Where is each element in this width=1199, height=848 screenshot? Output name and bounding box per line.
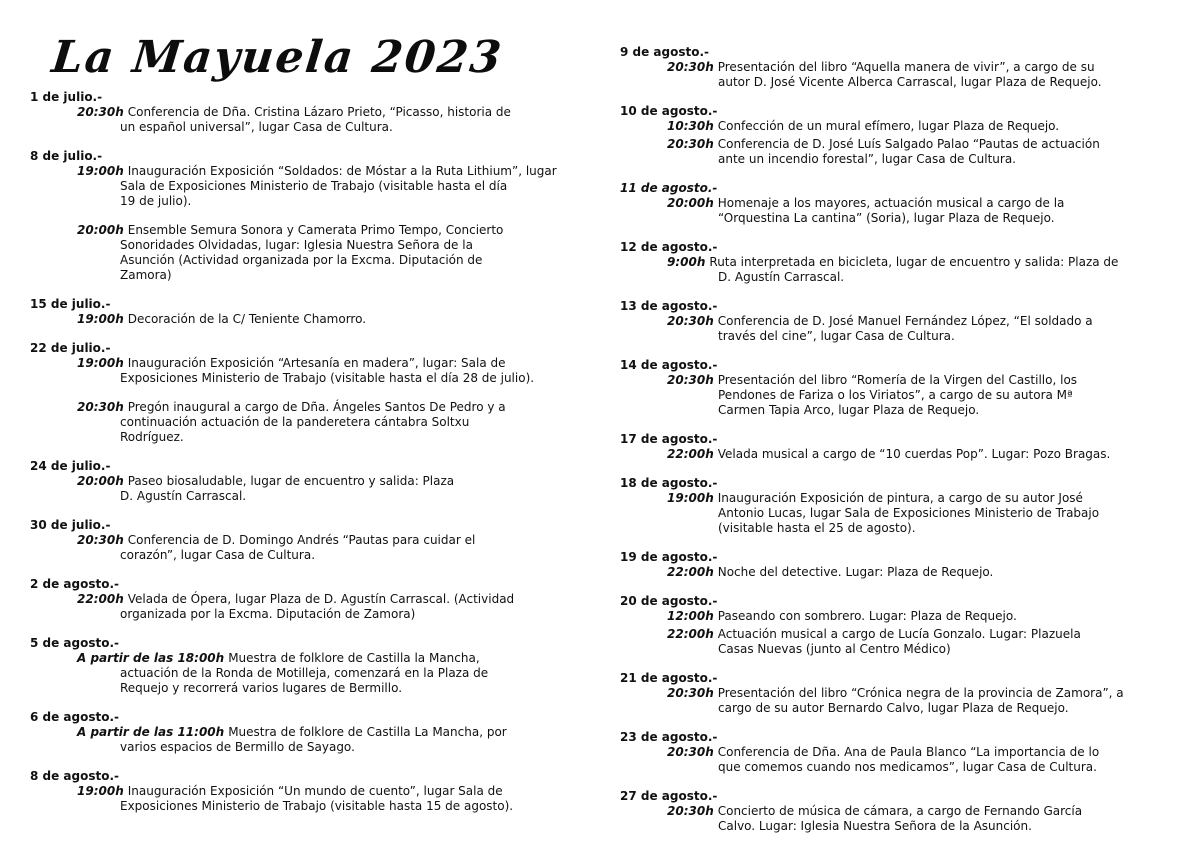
- event-text-line: (visitable hasta el 25 de agosto).: [718, 521, 916, 535]
- event-time: 20:30h: [77, 400, 124, 414]
- event-text-line: Antonio Lucas, lugar Sala de Exposiciones Ministerio de Trabajo: [718, 506, 1100, 520]
- event-text-line: D. Agustín Carrascal.: [120, 489, 247, 503]
- event-time: 22:00h: [667, 447, 714, 461]
- event-text-line: Paseo biosaludable, lugar de encuentro y salida: Plaza: [127, 474, 455, 488]
- event-time: 22:00h: [77, 592, 124, 606]
- day-date: 13 de agosto.-: [620, 299, 718, 313]
- day-date: 27 de agosto.-: [620, 789, 718, 803]
- event-text-line: 19 de julio).: [120, 194, 192, 208]
- day-date: 20 de agosto.-: [620, 594, 718, 608]
- event-time: 22:00h: [667, 627, 714, 641]
- event-time: 20:30h: [667, 686, 714, 700]
- event-text-line: Conferencia de Dña. Cristina Lázaro Prieto, “Picasso, historia de: [127, 105, 511, 119]
- event-text-line: Inauguración Exposición “Artesanía en madera”, lugar: Sala de: [127, 356, 506, 370]
- event-time: 20:00h: [77, 474, 124, 488]
- event-text-line: Homenaje a los mayores, actuación musical a cargo de la: [717, 196, 1065, 210]
- event-text-line: Inauguración Exposición de pintura, a cargo de su autor José: [717, 491, 1083, 505]
- event-time: 9:00h: [667, 255, 706, 269]
- event-text-line: varios espacios de Bermillo de Sayago.: [120, 740, 355, 754]
- day-date: 5 de agosto.-: [30, 636, 120, 650]
- day-date: 11 de agosto.-: [620, 181, 718, 195]
- event-time: 20:30h: [667, 60, 714, 74]
- day-date: 21 de agosto.-: [620, 671, 718, 685]
- event-text-line: Requejo y recorrerá varios lugares de Bermillo.: [120, 681, 403, 695]
- day-date: 23 de agosto.-: [620, 730, 718, 744]
- day-date: 24 de julio.-: [30, 459, 111, 473]
- event-text-line: Calvo. Lugar: Iglesia Nuestra Señora de la Asunción.: [718, 819, 1032, 833]
- event-text-line: Pendones de Fariza o los Viriatos”, a cargo de su autora Mª: [718, 388, 1073, 402]
- day-date: 17 de agosto.-: [620, 432, 718, 446]
- event-time: 20:30h: [667, 314, 714, 328]
- event-time: A partir de las 11:00h: [77, 725, 225, 739]
- event-text-line: través del cine”, lugar Casa de Cultura.: [718, 329, 955, 343]
- event-text-line: cargo de su autor Bernardo Calvo, lugar Plaza de Requejo.: [718, 701, 1069, 715]
- event-text-line: Zamora): [120, 268, 172, 282]
- event-time: 10:30h: [667, 119, 714, 133]
- event-text-line: Velada de Ópera, lugar Plaza de D. Agustín Carrascal. (Actividad: [127, 592, 515, 606]
- event-time: 19:00h: [667, 491, 714, 505]
- event-time: 19:00h: [77, 164, 124, 178]
- event-text-line: autor D. José Vicente Alberca Carrascal, lugar Plaza de Requejo.: [718, 75, 1102, 89]
- event-text-line: organizada por la Excma. Diputación de Zamora): [120, 607, 416, 621]
- page-title: La Mayuela 2023: [49, 32, 506, 83]
- event-text-line: Ruta interpretada en bicicleta, lugar de encuentro y salida: Plaza de: [709, 255, 1119, 269]
- event-time: 20:30h: [667, 373, 714, 387]
- day-date: 1 de julio.-: [30, 90, 103, 104]
- day-date: 14 de agosto.-: [620, 358, 718, 372]
- event-text-line: Conferencia de D. José Manuel Fernández López, “El soldado a: [717, 314, 1093, 328]
- event-text-line: Rodríguez.: [120, 430, 184, 444]
- event-text-line: Sala de Exposiciones Ministerio de Trabajo (visitable hasta el día: [120, 179, 508, 193]
- event-text-line: Muestra de folklore de Castilla la Mancha,: [228, 651, 480, 665]
- event-text-line: Actuación musical a cargo de Lucía Gonzalo. Lugar: Plazuela: [717, 627, 1081, 641]
- event-time: 20:00h: [77, 223, 124, 237]
- event-text-line: Asunción (Actividad organizada por la Excma. Diputación de: [120, 253, 483, 267]
- event-time: 19:00h: [77, 784, 124, 798]
- day-date: 19 de agosto.-: [620, 550, 718, 564]
- event-text-line: Inauguración Exposición “Un mundo de cuento”, lugar Sala de: [127, 784, 503, 798]
- event-text-line: que comemos cuando nos medicamos”, lugar Casa de Cultura.: [718, 760, 1097, 774]
- event-text-line: Inauguración Exposición “Soldados: de Móstar a la Ruta Lithium”, lugar: [127, 164, 557, 178]
- day-date: 8 de agosto.-: [30, 769, 120, 783]
- event-text-line: Casas Nuevas (junto al Centro Médico): [718, 642, 951, 656]
- day-date: 22 de julio.-: [30, 341, 111, 355]
- event-text-line: Conferencia de D. Domingo Andrés “Pautas para cuidar el: [127, 533, 476, 547]
- event-text-line: Sonoridades Olvidadas, lugar: Iglesia Nuestra Señora de la: [120, 238, 473, 252]
- event-time: 20:30h: [667, 804, 714, 818]
- event-text-line: “Orquestina La cantina” (Soria), lugar Plaza de Requejo.: [718, 211, 1055, 225]
- day-date: 8 de julio.-: [30, 149, 103, 163]
- event-text-line: Decoración de la C/ Teniente Chamorro.: [127, 312, 367, 326]
- event-text-line: Presentación del libro “Aquella manera de vivir”, a cargo de su: [717, 60, 1095, 74]
- event-text-line: un español universal”, lugar Casa de Cultura.: [120, 120, 393, 134]
- event-text-line: Conferencia de D. José Luís Salgado Palao “Pautas de actuación: [717, 137, 1100, 151]
- event-time: 20:00h: [667, 196, 714, 210]
- day-date: 30 de julio.-: [30, 518, 111, 532]
- event-time: 12:00h: [667, 609, 714, 623]
- event-text-line: Concierto de música de cámara, a cargo de Fernando García: [717, 804, 1083, 818]
- event-time: 19:00h: [77, 356, 124, 370]
- day-date: 10 de agosto.-: [620, 104, 718, 118]
- event-text-line: D. Agustín Carrascal.: [718, 270, 845, 284]
- event-time: 19:00h: [77, 312, 124, 326]
- event-text-line: Muestra de folklore de Castilla La Mancha, por: [228, 725, 507, 739]
- event-text-line: Carmen Tapia Arco, lugar Plaza de Requejo.: [718, 403, 980, 417]
- event-text-line: actuación de la Ronda de Motilleja, comenzará en la Plaza de: [120, 666, 489, 680]
- event-time: 20:30h: [667, 137, 714, 151]
- day-date: 18 de agosto.-: [620, 476, 718, 490]
- day-date: 15 de julio.-: [30, 297, 111, 311]
- event-text-line: Presentación del libro “Crónica negra de la provincia de Zamora”, a: [717, 686, 1124, 700]
- event-text-line: Pregón inaugural a cargo de Dña. Ángeles Santos De Pedro y a: [127, 400, 506, 414]
- day-date: 9 de agosto.-: [620, 45, 710, 59]
- event-text-line: Ensemble Semura Sonora y Camerata Primo Tempo, Concierto: [127, 223, 504, 237]
- event-time: 22:00h: [667, 565, 714, 579]
- event-text-line: ante un incendio forestal”, lugar Casa de Cultura.: [718, 152, 1016, 166]
- event-text-line: continuación actuación de la panderetera cántabra Soltxu: [120, 415, 470, 429]
- event-text-line: Presentación del libro “Romería de la Virgen del Castillo, los: [717, 373, 1078, 387]
- event-text-line: Confección de un mural efímero, lugar Plaza de Requejo.: [717, 119, 1060, 133]
- event-time: 20:30h: [667, 745, 714, 759]
- event-text-line: corazón”, lugar Casa de Cultura.: [120, 548, 316, 562]
- day-date: 2 de agosto.-: [30, 577, 120, 591]
- event-text-line: Conferencia de Dña. Ana de Paula Blanco “La importancia de lo: [717, 745, 1100, 759]
- event-text-line: Noche del detective. Lugar: Plaza de Requejo.: [717, 565, 994, 579]
- event-time: 20:30h: [77, 533, 124, 547]
- event-text-line: Exposiciones Ministerio de Trabajo (visitable hasta el día 28 de julio).: [120, 371, 535, 385]
- day-date: 12 de agosto.-: [620, 240, 718, 254]
- event-text-line: Paseando con sombrero. Lugar: Plaza de Requejo.: [717, 609, 1017, 623]
- event-text-line: Velada musical a cargo de “10 cuerdas Pop”. Lugar: Pozo Bragas.: [717, 447, 1111, 461]
- event-text-line: Exposiciones Ministerio de Trabajo (visitable hasta 15 de agosto).: [120, 799, 514, 813]
- event-time: A partir de las 18:00h: [77, 651, 225, 665]
- event-time: 20:30h: [77, 105, 124, 119]
- day-date: 6 de agosto.-: [30, 710, 120, 724]
